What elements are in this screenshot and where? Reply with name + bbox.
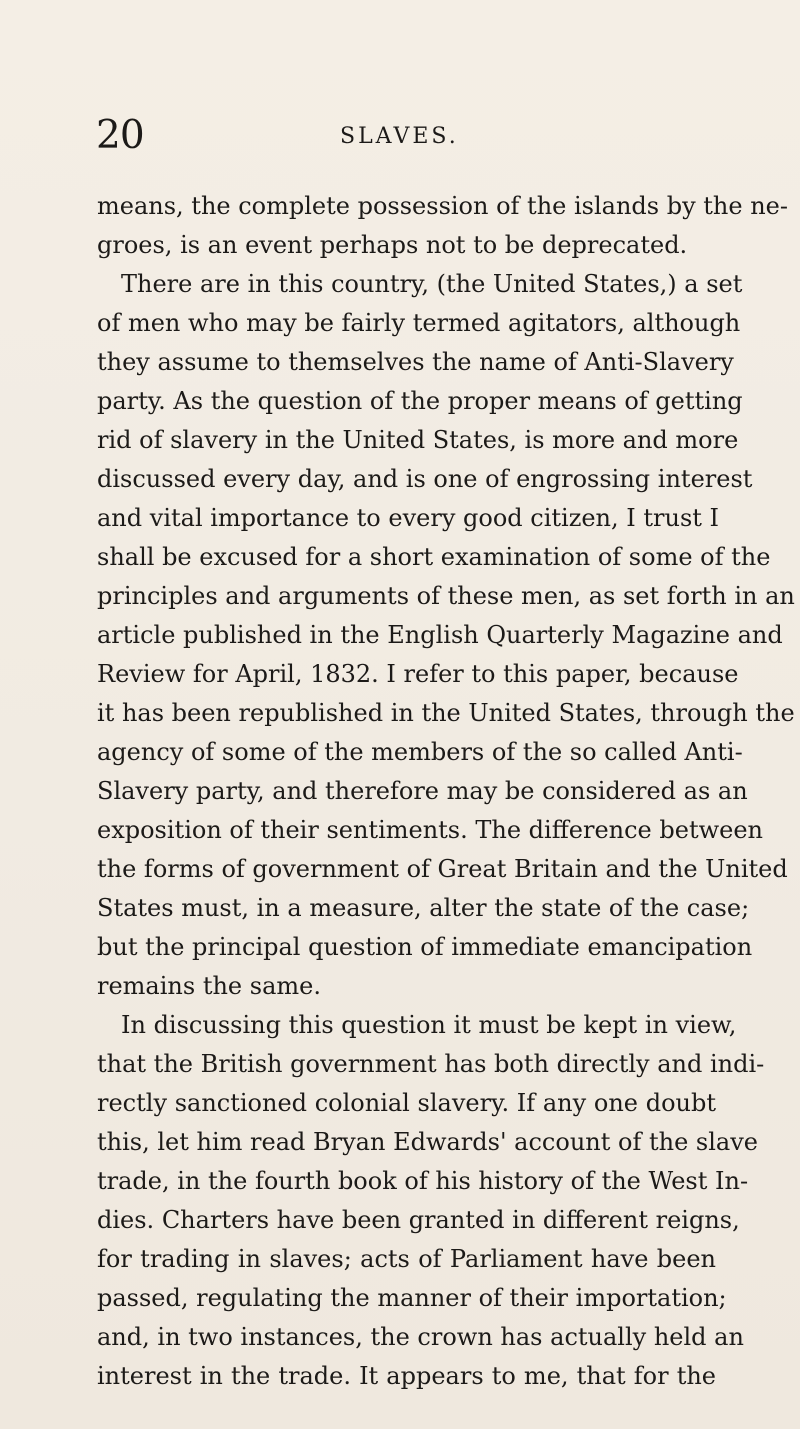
text-line: Review for April, 1832. I refer to this paper, because	[97, 660, 739, 688]
text-line: that the British government has both directly and indi-	[97, 1050, 765, 1078]
text-line: shall be excused for a short examination of some of the	[97, 543, 771, 571]
text-line: means, the complete possession of the islands by the ne-	[97, 192, 788, 220]
text-line: the forms of government of Great Britain and the United	[97, 855, 788, 883]
text-line: exposition of their sentiments. The difference between	[97, 816, 763, 844]
text-line: passed, regulating the manner of their importation;	[97, 1284, 727, 1312]
text-line: but the principal question of immediate emancipation	[97, 933, 753, 961]
page-header	[96, 112, 720, 162]
text-line: and vital importance to every good citizen, I trust I	[97, 504, 720, 532]
text-line: and, in two instances, the crown has actually held an	[97, 1323, 744, 1351]
text-line: they assume to themselves the name of Anti-Slavery	[97, 348, 734, 376]
text-line: groes, is an event perhaps not to be deprecated.	[97, 231, 688, 259]
text-line: party. As the question of the proper means of getting	[97, 387, 743, 415]
text-line: States must, in a measure, alter the state of the case;	[97, 894, 750, 922]
text-line: principles and arguments of these men, as set forth in an	[97, 582, 795, 610]
page-number: 20	[96, 113, 144, 158]
text-line: interest in the trade. It appears to me, that for the	[97, 1362, 716, 1390]
text-line: trade, in the fourth book of his history of the West In-	[97, 1167, 749, 1195]
text-line: of men who may be fairly termed agitators, although	[97, 309, 741, 337]
text-line: agency of some of the members of the so called Anti-	[97, 738, 743, 766]
text-line: In discussing this question it must be kept in view,	[121, 1011, 737, 1039]
text-line: remains the same.	[97, 972, 321, 1000]
text-line: Slavery party, and therefore may be considered as an	[97, 777, 748, 805]
text-line: this, let him read Bryan Edwards' account of the slave	[97, 1128, 758, 1156]
body-text	[97, 187, 795, 1396]
text-line: it has been republished in the United States, through the	[97, 699, 795, 727]
text-line: article published in the English Quarterly Magazine and	[97, 621, 783, 649]
text-line: There are in this country, (the United States,) a set	[121, 270, 743, 298]
text-line: for trading in slaves; acts of Parliament have been	[97, 1245, 716, 1273]
text-line: rid of slavery in the United States, is more and more	[97, 426, 739, 454]
running-head: SLAVES.	[340, 124, 459, 149]
text-line: discussed every day, and is one of engrossing interest	[97, 465, 753, 493]
text-line: dies. Charters have been granted in different reigns,	[97, 1206, 740, 1234]
text-line: rectly sanctioned colonial slavery. If any one doubt	[97, 1089, 716, 1117]
